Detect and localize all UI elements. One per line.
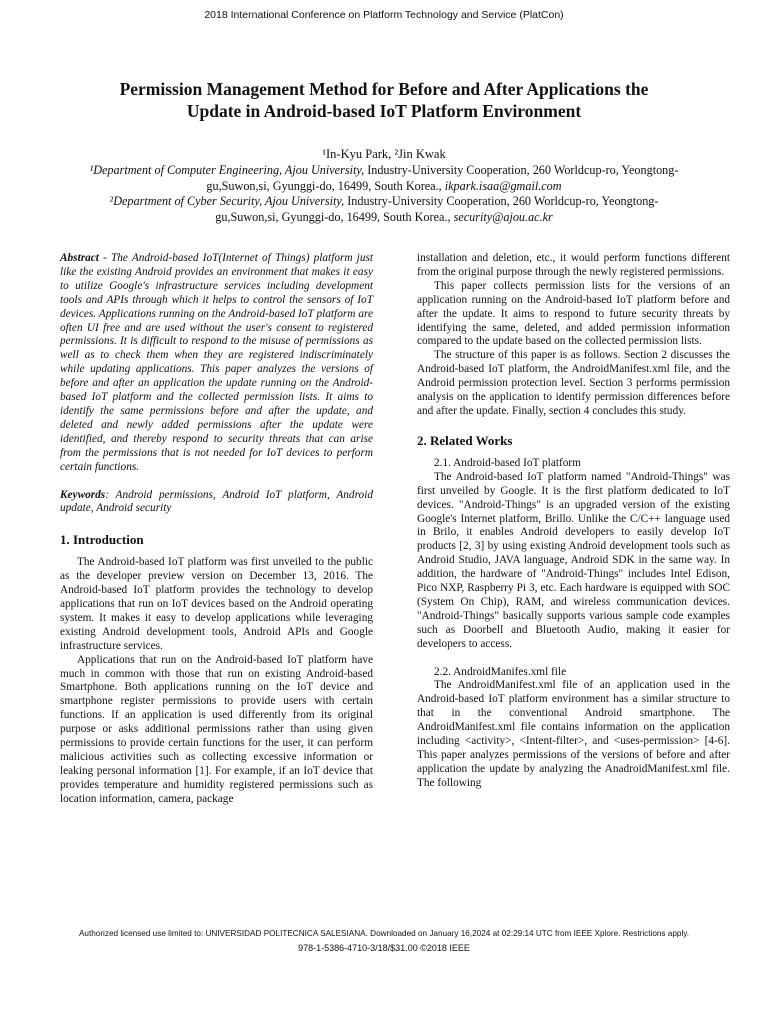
- left-column: [60, 252, 373, 807]
- affiliation-2-address: Industry-University Cooperation, 260 Worldcup-ro, Yeongtong-: [344, 194, 659, 208]
- keywords: [60, 489, 373, 517]
- abstract: [60, 252, 373, 475]
- isbn-footer: 978-1-5386-4710-3/18/$31.00 ©2018 IEEE: [298, 943, 470, 953]
- conference-header: 2018 International Conference on Platform Technology and Service (PlatCon): [204, 9, 564, 21]
- affiliation-2-dept: ²Department of Cyber Security, Ajou University,: [109, 194, 345, 208]
- affiliation-1-email[interactable]: ikpark.isaa@gmail.com: [441, 178, 562, 193]
- affiliation-1-address: Industry-University Cooperation, 260 Worldcup-ro, Yeongtong-: [364, 163, 679, 177]
- subsection-2-2-paragraph: The AndroidManifest.xml file of an application used in the Android-based IoT platform environment has a similar structure to that in the conventional Android smartphone. The AndroidManifest.xml file contains information on the application including <activity>, <Intent-filter>, and <uses-permission> [4-6]. This paper analyzes permissions of the versions of before and after application the update by analyzing the AnadroidManifest.xml file. The following: [417, 679, 730, 789]
- intro-paragraph-4: The structure of this paper is as follows. Section 2 discusses the Android-based IoT platform, the AndroidManifest.xml file, and the Android permission protection level. Section 3 performs permission analysis on the application to identify permission differences before and after the update. Finally, section 4 concludes this study.: [417, 349, 730, 417]
- license-footer: Authorized licensed use limited to: UNIVERSIDAD POLITECNICA SALESIANA. Downloaded on January 16,2024 at 02:29:14 UTC from IEEE Xplore. Restrictions apply.: [78, 929, 690, 938]
- title-line-2: Update in Android-based IoT Platform Environment: [186, 101, 582, 121]
- intro-paragraph-2: Applications that run on the Android-based IoT platform have much in common with those that run on existing Android-based Smartphone. Both applications running on the IoT device and smartphone register permissions to provide users with certain functions. If an application is used differently from its original purpose or asks additional permissions rather than using given permissions to provide certain functions for the user, it can perform malicious activities such as collecting excessive information or leaking personal information [1]. For example, if an IoT device that provides temperature and humidity registered permissions such as location information, camera, package: [60, 653, 373, 805]
- affiliation-2: [40, 194, 728, 225]
- paper-title: [40, 78, 728, 122]
- authors: ¹In-Kyu Park, ²Jin Kwak: [322, 147, 446, 161]
- affiliation-1-dept: ¹Department of Computer Engineering, Ajou University,: [89, 163, 365, 177]
- intro-paragraph-3: This paper collects permission lists for the versions of an application running on the Android-based IoT platform before and after the update. It aims to respond to future security threats by identifying the same, deleted, and added permission information compared to the update based on the collected permission lists.: [417, 279, 730, 348]
- subsection-2-1-paragraph: The Android-based IoT platform named "Android-Things" was first unveiled by Google. It is the first platform dedicated to IoT devices. "Android-Things" is an upgraded version of the existing Google's Internet platform, Brillo. Unlike the C/C++ language used in Brilo, it enables Android developers to easily develop IoT products [2, 3] by using existing Android development tools such as Android Studio, JAVA language, Android SDK in the same way. In addition, the hardware of "Android-Things" includes Intel Edison, Pico NXP, Raspberry Pi 3, etc. Each hardware is equipped with SOC (System On Chip), RAM, and wireless communication devices. "Android-Things" basically supports various sample code examples such as Doorbell and Bluetooth Audio, making it easier for developers to access.: [417, 470, 730, 650]
- affiliation-1: [40, 163, 728, 194]
- intro-paragraph-1: The Android-based IoT platform was first unveiled to the public as the developer preview version on December 13, 2016. The Android-based IoT platform provides the technology to develop applications that run on IoT devices based on the Android operating system. It makes it easy to develop applications while leveraging existing Android development tools, Android APIs and Google infrastructure services.: [60, 556, 373, 652]
- affiliation-2-email[interactable]: security@ajou.ac.kr: [450, 209, 553, 224]
- section-2-heading: 2. Related Works: [417, 432, 513, 448]
- abstract-text: - The Android-based IoT(Internet of Things) platform just like the existing Android provides an environment that makes it easy to utilize Google's infrastructure services including development tools and APIs through which it helps to control the sensors of IoT devices. Applications running on the Android-based IoT platform are often UI free and are used without the user's consent to registered permissions. It is difficult to respond to the misuse of permissions as well as to check them when they are registered indiscriminately while updating applications. This paper analyzes the versions of before and after an application the update running on the Android-based IoT platform and the collected permission lists. It aims to identify the same permissions before and after the update, and deleted and newly added permissions after the update were identified, and thereby respond to security threats that can arise from the permissions that is not needed for IoT devices to perform certain functions.: [60, 252, 373, 473]
- abstract-label: Abstract: [60, 252, 99, 264]
- keywords-label: Keywords: [60, 488, 106, 501]
- affiliation-2-city: gu,Suwon,si, Gyunggi-do, 16499, South Korea.,: [215, 209, 451, 224]
- right-column: [417, 252, 730, 791]
- intro-continuation: installation and deletion, etc., it would perform functions different from the original purpose through the newly registered permissions.: [417, 252, 730, 278]
- subsection-2-1-heading: 2.1. Android-based IoT platform: [434, 456, 581, 469]
- section-1-heading: 1. Introduction: [60, 532, 144, 548]
- subsection-2-2-heading: 2.2. AndroidManifes.xml file: [434, 665, 567, 678]
- affiliation-1-city: gu,Suwon,si, Gyunggi-do, 16499, South Korea.,: [206, 178, 442, 193]
- keywords-text: : Android permissions, Android IoT platform, Android update, Android security: [60, 488, 373, 515]
- title-line-1: Permission Management Method for Before and After Applications the: [119, 79, 649, 99]
